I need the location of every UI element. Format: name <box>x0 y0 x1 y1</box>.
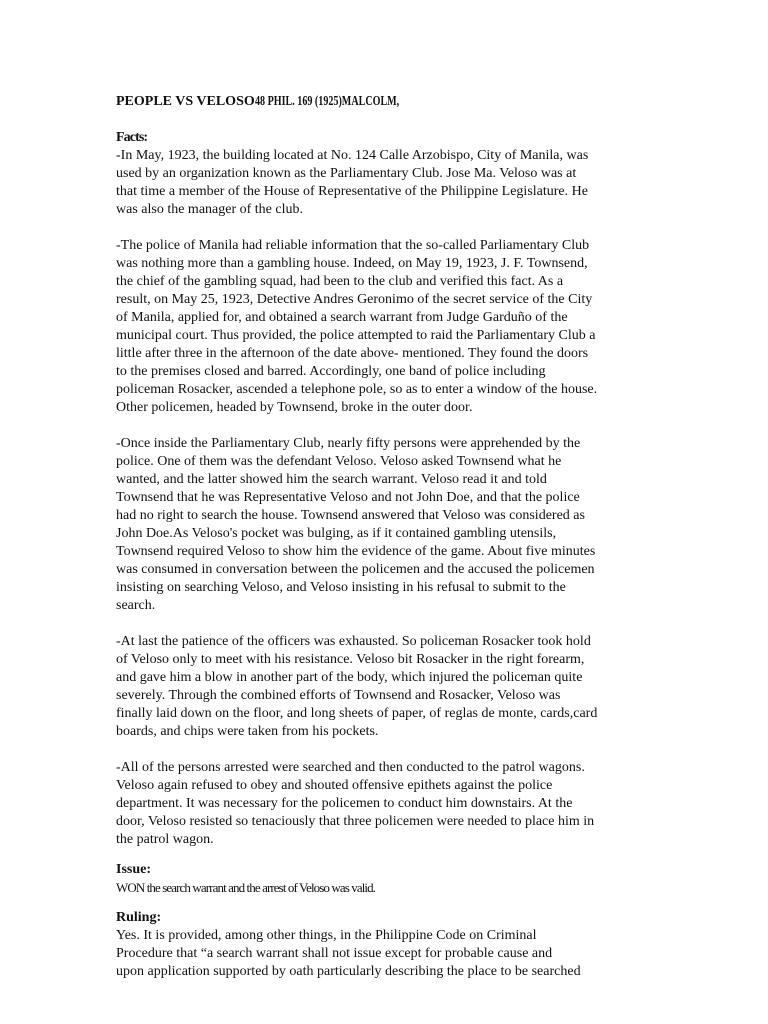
text-line: Other policemen, headed by Townsend, broke in the outer door. <box>116 400 473 415</box>
text-line: to the premises closed and barred. Accordingly, one band of police including <box>116 364 546 379</box>
text-line: Veloso again refused to obey and shouted offensive epithets against the police <box>116 778 553 793</box>
facts-paragraph <box>116 435 661 615</box>
text-line: -The police of Manila had reliable information that the so-called Parliamentary Club <box>116 238 590 253</box>
facts-heading: Facts: <box>116 130 148 145</box>
text-line: Procedure that “a search warrant shall not issue except for probable cause and <box>116 946 553 961</box>
text-line: Townsend required Veloso to show him the evidence of the game. About five minutes <box>116 544 596 559</box>
text-line: upon application supported by oath particularly describing the place to be searched <box>116 964 581 979</box>
text-line: was nothing more than a gambling house. Indeed, on May 19, 1923, J. F. Townsend, <box>116 256 588 271</box>
case-citation-author <box>255 93 399 111</box>
text-line: the chief of the gambling squad, had been to the club and verified this fact. As a <box>116 274 564 289</box>
document-body <box>116 93 661 981</box>
text-line: door, Veloso resisted so tenaciously that three policemen were needed to place him in <box>116 814 595 829</box>
issue-heading: Issue: <box>116 862 152 877</box>
text-line: -All of the persons arrested were searched and then conducted to the patrol wagons. <box>116 760 585 775</box>
text-line: result, on May 25, 1923, Detective Andres Geronimo of the secret service of the City <box>116 292 593 307</box>
text-line: the patrol wagon. <box>116 832 214 847</box>
case-author: MALCOLM, <box>341 94 399 109</box>
text-line: and gave him a blow in another part of the body, which injured the policeman quite <box>116 670 583 685</box>
text-line: that time a member of the House of Representative of the Philippine Legislature. He <box>116 184 588 199</box>
ruling-text <box>116 927 661 981</box>
facts-paragraph <box>116 633 661 741</box>
text-line: of Manila, applied for, and obtained a search warrant from Judge Garduño of the <box>116 310 568 325</box>
text-line: of Veloso only to meet with his resistance. Veloso bit Rosacker in the right forearm, <box>116 652 585 667</box>
facts-section <box>116 147 661 849</box>
ruling-heading: Ruling: <box>116 910 162 925</box>
text-line: municipal court. Thus provided, the police attempted to raid the Parliamentary Club a <box>116 328 596 343</box>
case-name: PEOPLE VS VELOSO <box>116 94 255 109</box>
text-line: little after three in the afternoon of the date above- mentioned. They found the doors <box>116 346 589 361</box>
case-citation: 48 PHIL. 169 (1925) <box>254 94 342 109</box>
text-line: severely. Through the combined efforts of Townsend and Rosacker, Veloso was <box>116 688 561 703</box>
facts-paragraph <box>116 759 661 849</box>
text-line: had no right to search the house. Townsend answered that Veloso was considered as <box>116 508 585 523</box>
text-line: -At last the patience of the officers was exhausted. So policeman Rosacker took hold <box>116 634 591 649</box>
text-line: -In May, 1923, the building located at No. 124 Calle Arzobispo, City of Manila, was <box>116 148 589 163</box>
text-line: wanted, and the latter showed him the search warrant. Veloso read it and told <box>116 472 547 487</box>
facts-paragraph <box>116 147 661 219</box>
text-line: department. It was necessary for the policemen to conduct him downstairs. At the <box>116 796 573 811</box>
text-line: Yes. It is provided, among other things, in the Philippine Code on Criminal <box>116 928 537 943</box>
issue-text: WON the search warrant and the arrest of Veloso was valid. <box>116 880 376 895</box>
facts-paragraph <box>116 237 661 417</box>
case-title <box>116 93 661 111</box>
text-line: insisting on searching Veloso, and Veloso insisting in his refusal to submit to the <box>116 580 566 595</box>
text-line: -Once inside the Parliamentary Club, nearly fifty persons were apprehended by the <box>116 436 581 451</box>
text-line: was consumed in conversation between the policemen and the accused the policemen <box>116 562 595 577</box>
text-line: search. <box>116 598 156 613</box>
text-line: finally laid down on the floor, and long sheets of paper, of reglas de monte, cards,card <box>116 706 598 721</box>
text-line: Townsend that he was Representative Veloso and not John Doe, and that the police <box>116 490 580 505</box>
text-line: John Doe.As Veloso's pocket was bulging, as if it contained gambling utensils, <box>116 526 557 541</box>
text-line: boards, and chips were taken from his pockets. <box>116 724 379 739</box>
text-line: was also the manager of the club. <box>116 202 303 217</box>
text-line: used by an organization known as the Parliamentary Club. Jose Ma. Veloso was at <box>116 166 577 181</box>
text-line: policeman Rosacker, ascended a telephone pole, so as to enter a window of the house. <box>116 382 598 397</box>
text-line: police. One of them was the defendant Veloso. Veloso asked Townsend what he <box>116 454 562 469</box>
